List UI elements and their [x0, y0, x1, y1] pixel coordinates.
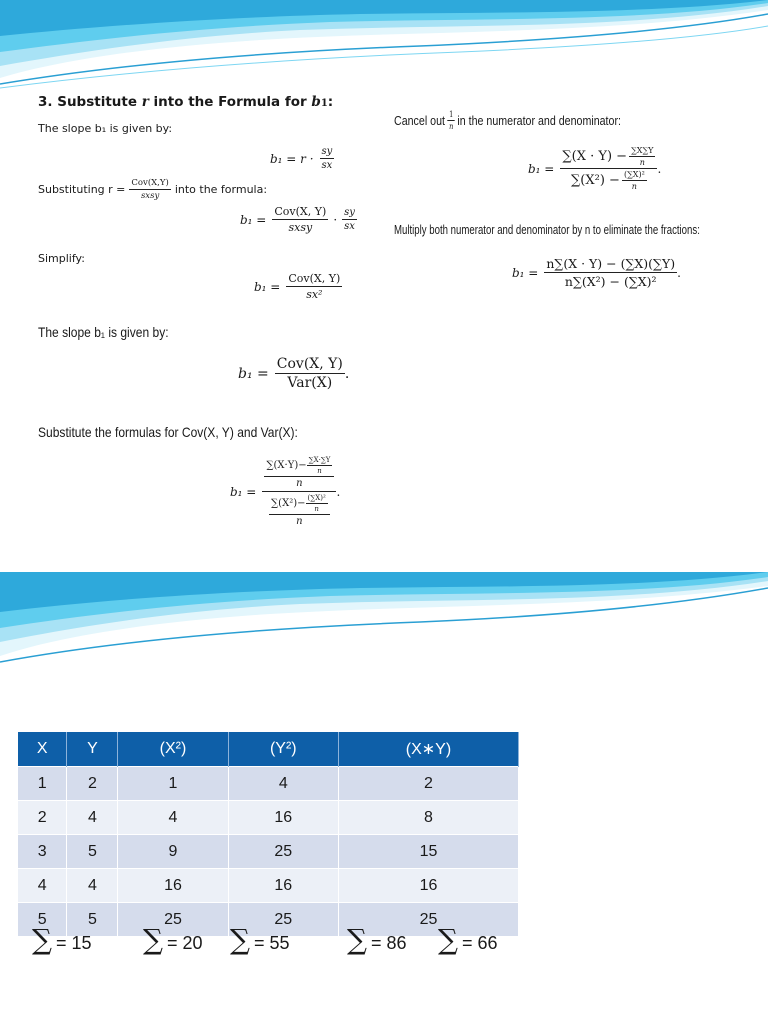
table-cell: 2: [18, 801, 67, 835]
equation-cancelled: b₁ = ∑(X · Y) − $\frac{\sum X\sum Y}{n}$ ∑(X²) − $\frac{\text{(∑X)²}}{n}$ .: [528, 146, 662, 191]
equation-simplified: b₁ = $\frac{\text{Cov(X, Y)}}{\text{sx²}}$: [254, 272, 341, 301]
sum-y: ∑ = 20: [143, 923, 203, 956]
equation-final: b₁ = $\frac{n\sum(X \cdot Y) - (\sum X)(\sum Y)}{\text{n∑(X²) − (∑X)²}}$ .: [512, 256, 681, 289]
header-wave-bottom: [0, 572, 768, 668]
table-cell: 25: [338, 903, 518, 937]
section-heading: 3. Substitute r into the Formula for b1:: [38, 94, 334, 110]
sigma-icon: ∑: [438, 923, 458, 956]
table-row: [18, 767, 519, 801]
sum-xy: ∑ = 66: [438, 923, 498, 956]
table-header-row: [18, 732, 519, 767]
table-cell: 25: [228, 835, 338, 869]
table-cell: 16: [228, 801, 338, 835]
table-row: [18, 801, 519, 835]
table-cell: 5: [18, 903, 67, 937]
table-cell: 2: [338, 767, 518, 801]
substituting-line: Substituting r = $\frac{\text{Cov(X,Y)}}{\text{sxsy}}$ into the formula:: [38, 178, 268, 201]
sum-x: ∑ = 15: [32, 923, 92, 956]
table-row: [18, 835, 519, 869]
table-cell: 4: [118, 801, 228, 835]
table-cell: 25: [228, 903, 338, 937]
sigma-icon: ∑: [230, 923, 250, 956]
simplify-label: Simplify:: [38, 252, 85, 265]
multiply-text: Multiply both numerator and denominator by n to eliminate the fractions:: [394, 222, 700, 237]
column-header-y-squared: (Y²): [228, 732, 338, 767]
table-cell: 4: [67, 869, 118, 903]
table-cell: 4: [228, 767, 338, 801]
sigma-icon: ∑: [143, 923, 163, 956]
table-cell: 16: [338, 869, 518, 903]
sigma-icon: ∑: [347, 923, 367, 956]
table-cell: 1: [18, 767, 67, 801]
regression-table: [18, 732, 519, 936]
table-cell: 5: [67, 835, 118, 869]
table-cell: 25: [118, 903, 228, 937]
column-header-y: Y: [67, 732, 118, 767]
table-cell: 1: [118, 767, 228, 801]
sum-x-squared: ∑ = 55: [230, 923, 290, 956]
equation-expanded: b₁ = ∑(X·Y)− $\frac{\sum X\cdot\sum Y}{n}$ n ∑(X²)− $\frac{\text{(∑X)²}}{n}$ n .: [230, 456, 341, 527]
equation-slope-r: b₁ = r · $\frac{sy}{sx}$: [270, 146, 333, 171]
column-header-x: X: [18, 732, 67, 767]
sigma-icon: ∑: [32, 923, 52, 956]
slope-intro-small: The slope b₁ is given by:: [38, 122, 173, 135]
substitute-formulas-text: Substitute the formulas for Cov(X, Y) and Var(X):: [38, 424, 298, 440]
table-cell: 4: [67, 801, 118, 835]
table-cell: 2: [67, 767, 118, 801]
table-cell: 16: [228, 869, 338, 903]
column-sums: [0, 923, 768, 966]
cancel-out-text: Cancel out $\frac{1}{n}$ in the numerator and denominator:: [394, 110, 621, 131]
slope-intro-large: The slope b₁ is given by:: [38, 324, 169, 340]
table-cell: 5: [67, 903, 118, 937]
table-cell: 16: [118, 869, 228, 903]
table-cell: 3: [18, 835, 67, 869]
table-row: [18, 869, 519, 903]
table-cell: 4: [18, 869, 67, 903]
column-header-x-squared: (X²): [118, 732, 228, 767]
table-cell: 9: [118, 835, 228, 869]
column-header-xy: (X∗Y): [338, 732, 518, 767]
sum-y-squared: ∑ = 86: [347, 923, 407, 956]
equation-substituted: b₁ = $\frac{\text{Cov(X, Y)}}{\text{sxsy}}$ · $\frac{sy}{sx}$: [240, 205, 355, 234]
table-cell: 15: [338, 835, 518, 869]
equation-cov-var: b₁ = $\frac{\text{Cov(X, Y)}}{\text{Var(X)}}$ .: [238, 356, 350, 391]
table-cell: 8: [338, 801, 518, 835]
